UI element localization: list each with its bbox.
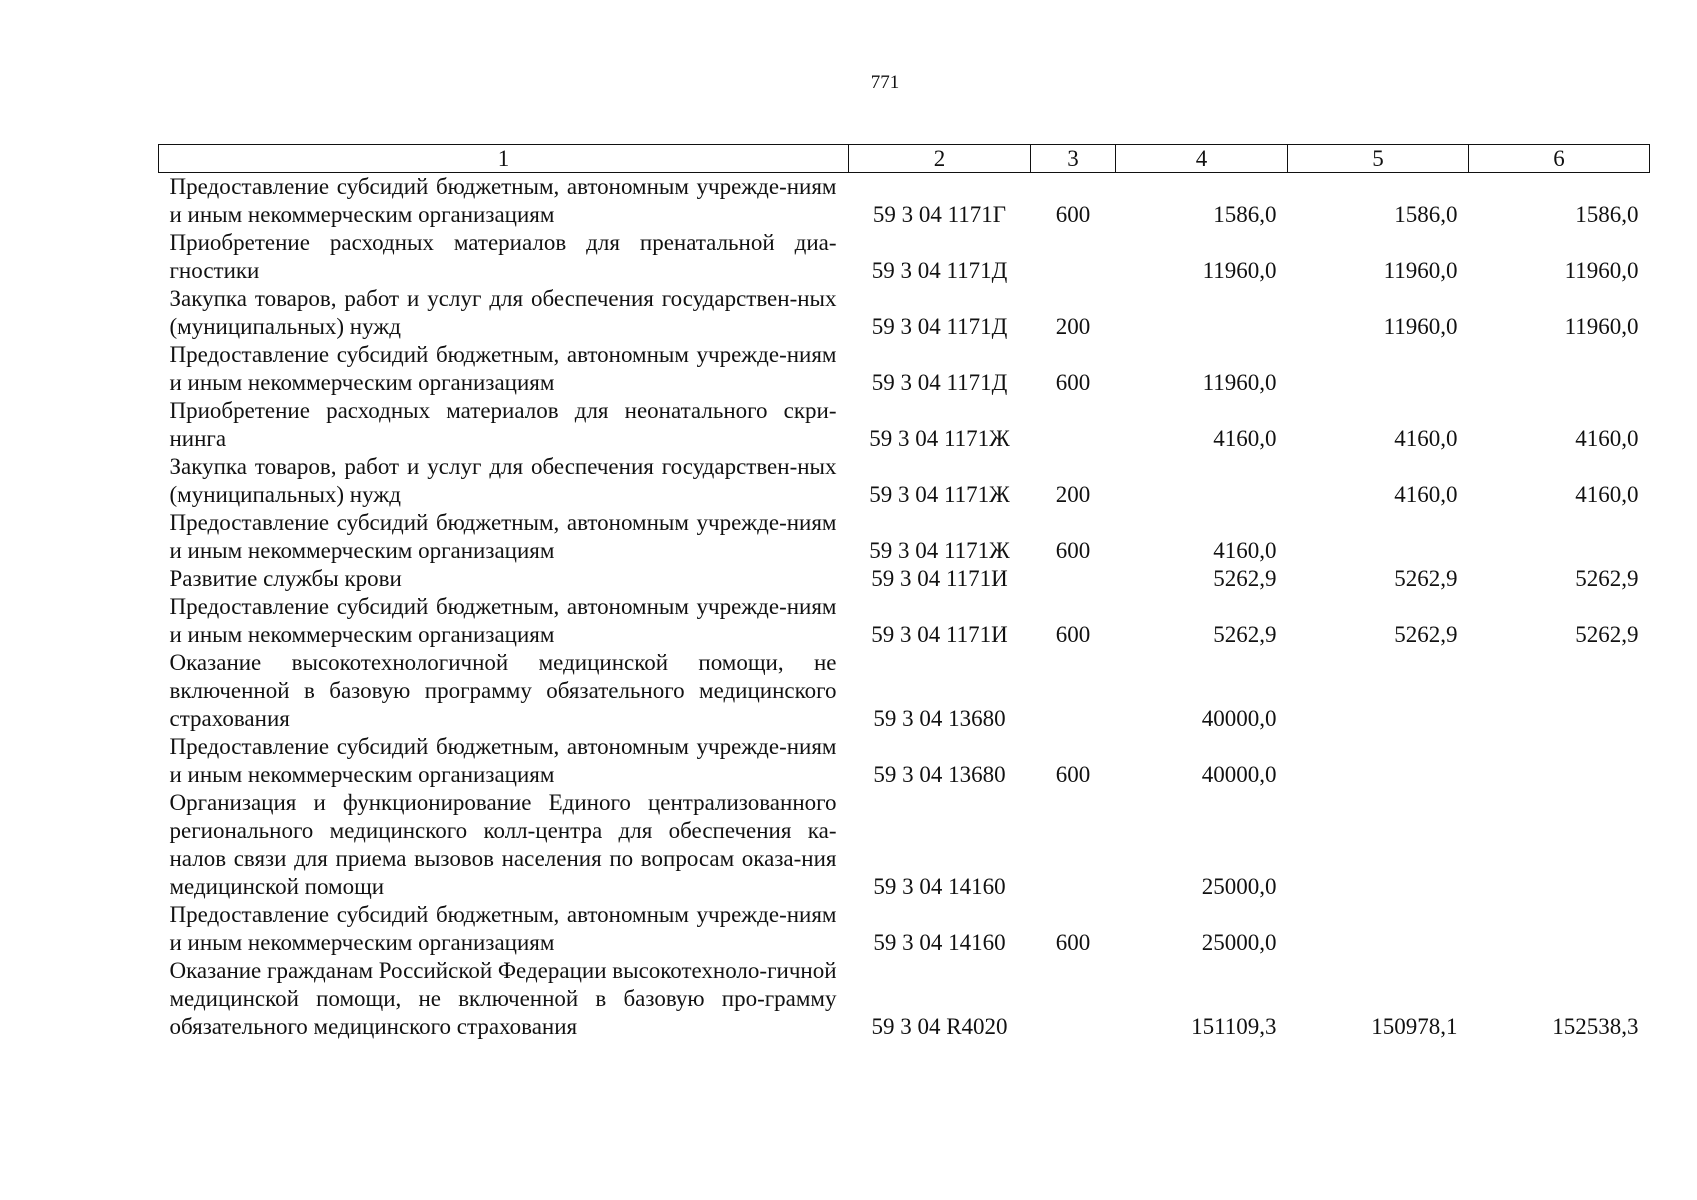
row-value-col6: 4160,0 xyxy=(1575,426,1639,451)
table-body xyxy=(159,173,1650,1042)
row-value-col6 xyxy=(1469,341,1650,397)
row-description: Приобретение расходных материалов для неонатального скри-нинга xyxy=(169,398,837,451)
row-value-col5: 1586,0 xyxy=(1394,202,1458,227)
row-value-col4: 25000,0 xyxy=(1201,874,1277,899)
row-value-col5: 5262,9 xyxy=(1394,566,1458,591)
row-value-col6 xyxy=(1469,733,1650,789)
row-value-col5: 150978,1 xyxy=(1371,1014,1458,1039)
row-value-col4 xyxy=(1116,453,1288,509)
row-target-code: 59 3 04 1171Г xyxy=(872,202,1007,227)
row-description: Предоставление субсидий бюджетным, автономным учрежде-ниям и иным некоммерческим организациям xyxy=(169,734,837,787)
column-header-6: 6 xyxy=(1469,145,1650,173)
row-value-col6 xyxy=(1469,901,1650,957)
row-value-col5: 11960,0 xyxy=(1383,314,1458,339)
row-expense-type: 200 xyxy=(1055,482,1091,507)
row-value-col6 xyxy=(1469,509,1650,565)
row-target-code: 59 3 04 1171И xyxy=(871,566,1008,591)
table-row xyxy=(159,901,1650,957)
row-target-code: 59 3 04 1171Ж xyxy=(869,482,1010,507)
row-target-code: 59 3 04 1171Д xyxy=(871,314,1008,339)
row-value-col4: 4160,0 xyxy=(1213,538,1277,563)
row-value-col4: 5262,9 xyxy=(1213,566,1277,591)
row-value-col4: 5262,9 xyxy=(1213,622,1277,647)
row-target-code: 59 3 04 13680 xyxy=(873,762,1006,787)
row-description: Организация и функционирование Единого централизованного регионального медицинского колл-центра для обеспечения ка-налов связи для приема вызовов населения по вопросам оказа-ния медицинской помощи xyxy=(169,790,837,899)
row-value-col4: 11960,0 xyxy=(1202,258,1277,283)
row-target-code: 59 3 04 1171Д xyxy=(871,370,1008,395)
row-value-col4: 40000,0 xyxy=(1201,706,1277,731)
row-value-col4: 11960,0 xyxy=(1202,370,1277,395)
header-row xyxy=(159,145,1650,173)
row-target-code: 59 3 04 1171Ж xyxy=(869,426,1010,451)
row-value-col5: 4160,0 xyxy=(1394,426,1458,451)
row-value-col4: 151109,3 xyxy=(1191,1014,1277,1039)
row-target-code: 59 3 04 14160 xyxy=(873,930,1006,955)
table-row xyxy=(159,789,1650,901)
row-description: Предоставление субсидий бюджетным, автономным учрежде-ниям и иным некоммерческим организациям xyxy=(169,342,837,395)
row-expense-type: 600 xyxy=(1055,370,1091,395)
row-description: Закупка товаров, работ и услуг для обеспечения государствен-ных (муниципальных) нужд xyxy=(169,286,837,339)
column-header-1: 1 xyxy=(159,145,849,173)
row-value-col6 xyxy=(1469,789,1650,901)
table-row xyxy=(159,341,1650,397)
row-expense-type: 200 xyxy=(1055,314,1091,339)
row-value-col5 xyxy=(1288,649,1469,733)
row-description: Закупка товаров, работ и услуг для обеспечения государствен-ных (муниципальных) нужд xyxy=(169,454,837,507)
row-target-code: 59 3 04 R4020 xyxy=(871,1014,1008,1039)
table-row xyxy=(159,397,1650,453)
column-header-2: 2 xyxy=(849,145,1031,173)
row-target-code: 59 3 04 1171И xyxy=(871,622,1008,647)
row-value-col6: 152538,3 xyxy=(1552,1014,1639,1039)
row-value-col5: 5262,9 xyxy=(1394,622,1458,647)
row-target-code: 59 3 04 1171Ж xyxy=(869,538,1010,563)
row-expense-type: 600 xyxy=(1055,762,1091,787)
row-value-col5: 4160,0 xyxy=(1394,482,1458,507)
row-value-col4: 4160,0 xyxy=(1213,426,1277,451)
row-value-col5 xyxy=(1288,341,1469,397)
row-target-code: 59 3 04 1171Д xyxy=(871,258,1008,283)
row-value-col5 xyxy=(1288,509,1469,565)
row-expense-type xyxy=(1031,789,1116,901)
table-row xyxy=(159,453,1650,509)
row-value-col4: 25000,0 xyxy=(1201,930,1277,955)
table-row xyxy=(159,649,1650,733)
row-target-code: 59 3 04 13680 xyxy=(873,706,1006,731)
row-expense-type: 600 xyxy=(1055,538,1091,563)
row-value-col6: 4160,0 xyxy=(1575,482,1639,507)
row-value-col4 xyxy=(1116,285,1288,341)
row-value-col6 xyxy=(1469,649,1650,733)
table-row xyxy=(159,957,1650,1041)
table-row xyxy=(159,565,1650,593)
row-value-col6: 1586,0 xyxy=(1575,202,1639,227)
row-value-col6: 5262,9 xyxy=(1575,566,1639,591)
column-header-3: 3 xyxy=(1031,145,1116,173)
row-value-col6: 5262,9 xyxy=(1575,622,1639,647)
row-description: Развитие службы крови xyxy=(169,566,402,591)
row-target-code: 59 3 04 14160 xyxy=(873,874,1006,899)
row-expense-type xyxy=(1031,229,1116,285)
row-description: Приобретение расходных материалов для пренатальной диа-гностики xyxy=(169,230,837,283)
row-expense-type: 600 xyxy=(1055,930,1091,955)
row-value-col6: 11960,0 xyxy=(1564,258,1639,283)
row-description: Предоставление субсидий бюджетным, автономным учрежде-ниям и иным некоммерческим организациям xyxy=(169,902,837,955)
row-expense-type: 600 xyxy=(1055,202,1091,227)
table-row xyxy=(159,733,1650,789)
row-value-col5 xyxy=(1288,901,1469,957)
row-value-col5 xyxy=(1288,733,1469,789)
table-row xyxy=(159,173,1650,230)
row-value-col4: 1586,0 xyxy=(1213,202,1277,227)
table-header xyxy=(159,145,1650,173)
row-value-col5: 11960,0 xyxy=(1383,258,1458,283)
row-expense-type xyxy=(1031,649,1116,733)
table-row xyxy=(159,593,1650,649)
row-expense-type xyxy=(1031,397,1116,453)
row-value-col6: 11960,0 xyxy=(1564,314,1639,339)
column-header-5: 5 xyxy=(1288,145,1469,173)
row-expense-type xyxy=(1031,957,1116,1041)
row-expense-type xyxy=(1031,565,1116,593)
row-description: Оказание гражданам Российской Федерации высокотехноло-гичной медицинской помощи, не включенной в базовую про-грамму обязательного медицинского страхования xyxy=(169,958,837,1039)
row-description: Оказание высокотехнологичной медицинской помощи, не включенной в базовую программу обязательного медицинского страхования xyxy=(169,650,837,731)
page-number: 771 xyxy=(870,72,900,93)
row-description: Предоставление субсидий бюджетным, автономным учрежде-ниям и иным некоммерческим организациям xyxy=(169,594,837,647)
column-header-4: 4 xyxy=(1116,145,1288,173)
table-row xyxy=(159,285,1650,341)
budget-table xyxy=(158,144,1650,1041)
row-expense-type: 600 xyxy=(1055,622,1091,647)
table-row xyxy=(159,509,1650,565)
row-value-col5 xyxy=(1288,789,1469,901)
row-description: Предоставление субсидий бюджетным, автономным учрежде-ниям и иным некоммерческим организациям xyxy=(169,510,837,563)
row-value-col4: 40000,0 xyxy=(1201,762,1277,787)
row-description: Предоставление субсидий бюджетным, автономным учрежде-ниям и иным некоммерческим организациям xyxy=(169,174,837,227)
table-row xyxy=(159,229,1650,285)
